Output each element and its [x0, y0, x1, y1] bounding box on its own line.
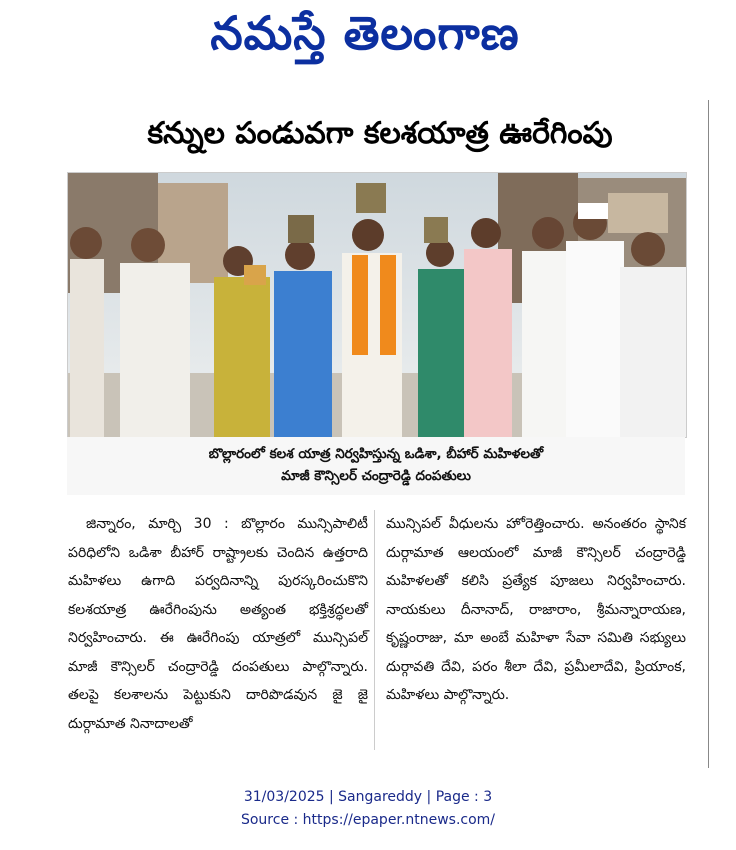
caption-line-2: మాజీ కౌన్సిలర్ చంద్రారెడ్డి దంపతులు	[281, 468, 471, 484]
article-paragraph: జిన్నారం, మార్చి 30 : బొల్లారం మున్సిపాలిటీ పరిధిలోని ఒడిశా బీహార్ రాష్ట్రాలకు చెందిన ఉత్తరాది మహిళలు ఉగాది పర్వదినాన్ని పురస్కరించుకొని కలశయాత్ర ఊరేగింపును అత్యంత భక్తిశ్రద్ధలతో నిర్వహించారు. ఈ ఊరేగింపు యాత్రలో మున్సిపల్ మాజీ కౌన్సిలర్ చంద్రారెడ్డి దంపతులు పాల్గొన్నారు. తలపై కలశాలను పెట్టుకుని దారిపొడవున జై జై దుర్గామాత నినాదాలతో	[68, 516, 368, 732]
photo-caption	[67, 437, 685, 495]
article-body-right-column	[386, 510, 686, 710]
column-divider	[374, 510, 375, 750]
caption-line-1: బొల్లారంలో కలశ యాత్ర నిర్వహిస్తున్న ఒడిశా, బీహార్ మహిళలతో	[208, 446, 544, 462]
page-border	[708, 100, 709, 768]
newspaper-masthead: నమస్తే తెలంగాణ	[210, 8, 520, 60]
article-headline: కన్నుల పండువగా కలశయాత్ర ఊరేగింపు	[147, 116, 613, 151]
source-link[interactable]: Source : https://epaper.ntnews.com/	[240, 812, 496, 828]
article-body-left-column	[68, 510, 368, 738]
edition-info: 31/03/2025 | Sangareddy | Page : 3	[243, 789, 493, 805]
article-paragraph: మున్సిపల్ వీధులను హోరెత్తించారు. అనంతరం స్థానిక దుర్గామాత ఆలయంలో మాజీ కౌన్సిలర్ చంద్రారెడ్డి మహిళలతో కలిసి ప్రత్యేక పూజలు నిర్వహించారు. నాయకులు దీనానాద్, రాజారాం, శ్రీమన్నారాయణ, కృష్ణంరాజు, మా అంబే మహిళా సేవా సమితి సభ్యులు దుర్గావతి దేవి, పరం శీలా దేవి, ప్రమీలాదేవి, ప్రియాంక, మహిళలు పాల్గొన్నారు.	[386, 516, 686, 703]
procession-photo	[67, 172, 687, 438]
